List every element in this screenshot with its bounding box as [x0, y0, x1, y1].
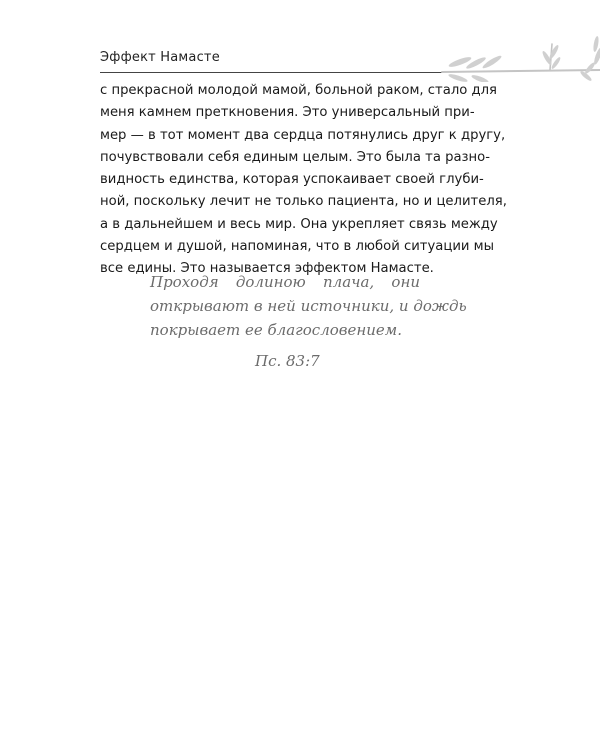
body-line: ной, поскольку лечит не только пациента, но и целителя, [100, 194, 507, 210]
epigraph-line: открывают в ней источники, и дождь [150, 297, 467, 315]
body-line: мер — в тот момент два сердца потянулись друг к другу, [100, 127, 506, 143]
body-line: а в дальнейшем и весь мир. Она укрепляет связь между [100, 216, 498, 232]
body-paragraph [100, 80, 507, 281]
running-head: Эффект Намасте [100, 50, 220, 65]
header-rule [100, 72, 442, 73]
body-line: видность единства, которая успокаивает своей глуби- [100, 172, 484, 188]
body-line: почувствовали себя единым целым. Это была та разно- [100, 149, 491, 165]
epigraph-line: покрывает ее благословением. [150, 321, 403, 339]
epigraph-citation: Пс. 83:7 [255, 352, 320, 370]
body-line: сердцем и душой, напоминая, что в любой ситуации мы [100, 239, 495, 255]
body-line: все едины. Это называется эффектом Намасте. [100, 261, 434, 277]
epigraph-quote [150, 270, 467, 342]
body-line: с прекрасной молодой мамой, больной раком, стало для [100, 83, 497, 98]
branch-ornament-icon [440, 32, 600, 82]
body-line: меня камнем преткновения. Это универсальный при- [100, 105, 475, 121]
epigraph-line: Проходя долиною плача, они [150, 273, 420, 291]
